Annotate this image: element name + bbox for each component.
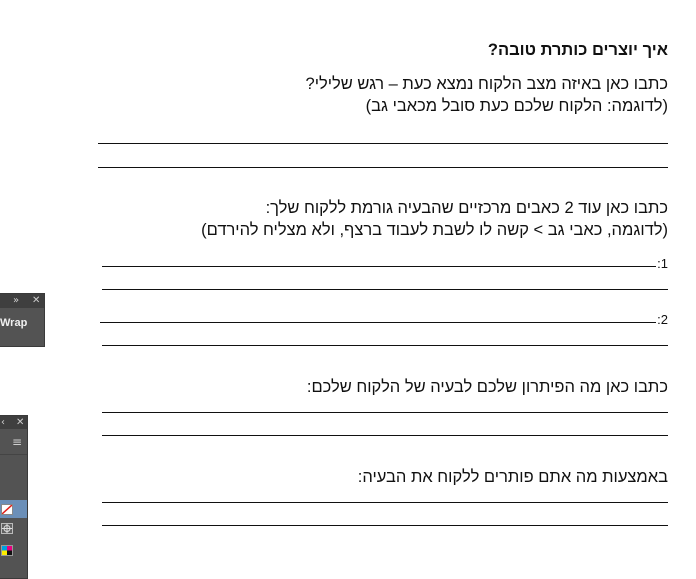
answer-line — [102, 525, 668, 526]
panel-title: Wrap — [0, 317, 28, 329]
text-wrap-panel[interactable] — [0, 293, 45, 347]
answer-line — [98, 143, 668, 144]
question-4-text: באמצעות מה אתם פותרים ללקוח את הבעיה: — [357, 468, 668, 486]
divider — [0, 454, 27, 455]
answer-line — [102, 435, 668, 436]
answer-line — [102, 289, 668, 290]
close-icon[interactable]: ✕ — [32, 295, 41, 306]
double-chevron-icon[interactable]: » — [13, 295, 20, 306]
hamburger-icon[interactable]: ≡ — [12, 435, 23, 449]
item-number: 1: — [657, 256, 668, 271]
question-2-text: כתבו כאן עוד 2 כאבים מרכזיים שהבעיה גורמת ללקוח שלך: — [265, 199, 668, 217]
answer-line — [98, 167, 668, 168]
registration-swatch-icon[interactable] — [1, 523, 13, 534]
answer-line — [102, 502, 668, 503]
answer-line — [102, 345, 668, 346]
question-3-text: כתבו כאן מה הפיתרון שלכם לבעיה של הלקוח שלכם: — [306, 378, 668, 396]
chevron-left-icon[interactable]: ‹ — [1, 417, 5, 428]
answer-line — [100, 322, 656, 323]
swatches-panel[interactable] — [0, 415, 28, 579]
question-1-text: כתבו כאן באיזה מצב הלקוח נמצא כעת – רגש שלילי? — [305, 75, 668, 93]
question-1-example: (לדוגמה: הלקוח שלכם כעת סובל מכאבי גב) — [365, 97, 668, 115]
swatch-row-selected[interactable] — [0, 500, 27, 518]
none-swatch-icon[interactable] — [1, 504, 13, 515]
heading: איך יוצרים כותרת טובה? — [487, 41, 668, 59]
answer-line — [102, 266, 656, 267]
answer-line — [102, 412, 668, 413]
question-2-example: (לדוגמה, כאבי גב > קשה לו לשבת לעבוד ברצף, ולא מצליח להירדם) — [201, 221, 668, 239]
item-number: 2: — [657, 312, 668, 327]
close-icon[interactable]: ✕ — [16, 417, 25, 428]
cmyk-swatch-icon[interactable] — [1, 545, 13, 556]
